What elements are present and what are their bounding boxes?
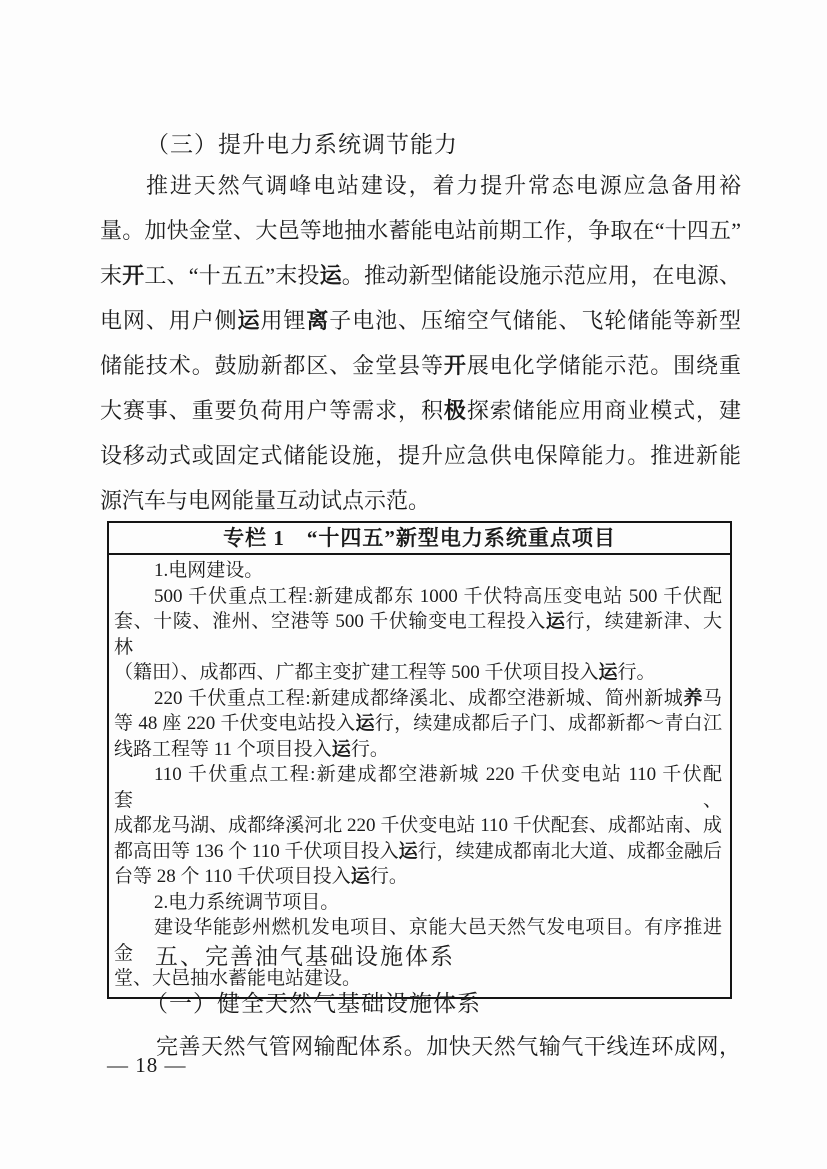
special-column-box: [107, 521, 732, 999]
paragraph-gas-pipeline-network: [100, 1024, 741, 1069]
text-line: （籍田）、成都西、广都主变扩建工程等 500 千伏项目投入运行。: [114, 662, 656, 683]
text-line: 堂、大邑抽水蓄能电站建设。: [114, 968, 362, 989]
text-line: 末开工、“十五五”末投运。推动新型储能设施示范应用，在电源、: [100, 263, 741, 288]
text-line: 线路工程等 11 个项目投入运行。: [114, 738, 389, 760]
box-body: [109, 555, 730, 997]
text-line: 2.电力系统调节项目。: [154, 891, 340, 913]
text-line: 都高田等 136 个 110 千伏项目投入运行，续建成都南北大道、成都金融后: [114, 840, 722, 862]
text-line: 大赛事、重要负荷用户等需求，积极探索储能应用商业模式，建: [100, 398, 741, 423]
text-line: 储能技术。鼓励新都区、金堂县等开展电化学储能示范。围绕重: [100, 353, 741, 378]
text-line: 110 千伏重点工程:新建成都空港新城 220 千伏变电站 110 千伏配套、: [114, 764, 722, 811]
section-5-heading: 五、完善油气基础设施体系: [155, 944, 455, 969]
text-line: 建设华能彭州燃机发电项目、京能大邑天然气发电项目。有序推进金: [114, 917, 722, 964]
text-line: 500 千伏重点工程:新建成都东 1000 千伏特高压变电站 500 千伏配: [154, 585, 722, 607]
section-5-sub-heading: （一）健全天然气基础设施体系: [145, 991, 481, 1016]
text-line: 电网、用户侧运用锂离子电池、压缩空气储能、飞轮储能等新型: [100, 308, 741, 333]
section-3-heading: （三）提升电力系统调节能力: [146, 132, 458, 157]
text-line: 台等 28 个 110 千伏项目投入运行。: [114, 866, 408, 887]
text-line: 220 千伏重点工程:新建成都绛溪北、成都空港新城、简州新城养马: [154, 687, 722, 709]
page-number: — 18 —: [107, 1053, 187, 1077]
text-line: 套、十陵、淮州、空港等 500 千伏输变电工程投入运行，续建新津、大林: [114, 611, 722, 658]
text-line: 等 48 座 220 千伏变电站投入运行，续建成都后子门、成都新都～青白江: [114, 713, 722, 734]
text-line: 成都龙马湖、成都绛溪河北 220 千伏变电站 110 千伏配套、成都站南、成: [114, 815, 722, 836]
text-line: 1.电网建设。: [154, 560, 264, 581]
text-line: 完善天然气管网输配体系。加快天然气输气干线连环成网，: [156, 1034, 741, 1059]
text-line: 量。加快金堂、大邑等地抽水蓄能电站前期工作，争取在“十四五”: [100, 218, 741, 243]
text-line: 推进天然气调峰电站建设，着力提升常态电源应急备用裕: [146, 173, 741, 198]
text-line: 设移动式或固定式储能设施，提升应急供电保障能力。推进新能: [100, 443, 741, 468]
paragraph-power-system-regulation: [100, 163, 741, 523]
text-line: 源汽车与电网能量互动试点示范。: [100, 488, 431, 513]
box-title: 专栏 1 “十四五”新型电力系统重点项目: [109, 523, 730, 555]
